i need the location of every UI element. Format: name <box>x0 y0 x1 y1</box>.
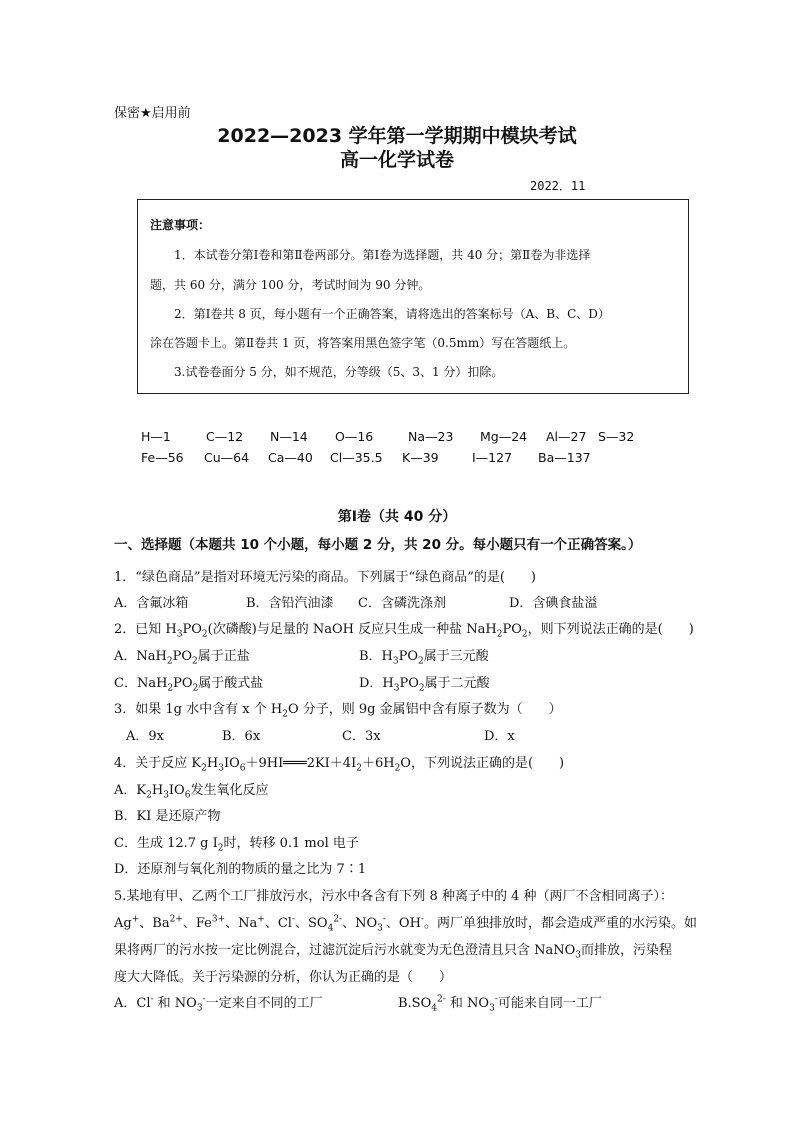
exam-title: 2022—2023 学年第一学期期中模块考试 <box>217 125 577 147</box>
option-b: B．6x <box>222 729 261 744</box>
option-d: D．含碘食盐溢 <box>509 596 598 611</box>
question-stem: 1．“绿色商品”是指对环境无污染的商品。下列属于“绿色商品”的是( ) <box>114 570 536 585</box>
notice-line: 题，共 60 分，满分 100 分，考试时间为 90 分钟。 <box>150 278 431 292</box>
question-stem: 果将两厂的污水按一定比例混合，过滤沉淀后污水就变为无色澄清且只含 NaNO$_3$而排放，污染程 <box>114 943 673 961</box>
option-b: $B.SO_4^{2-}$ 和 $NO_3^-$可能来自同一工厂 <box>398 994 602 1014</box>
atomic-mass: Mg—24 <box>480 429 528 444</box>
option-a: A．含氟冰箱 <box>114 596 189 611</box>
option-a: A．Cl- 和 $NO_3^-$一定来自不同的工厂 <box>114 994 323 1014</box>
notice-heading: 注意事项： <box>150 218 211 232</box>
notice-line: 3.试卷卷面分 5 分，如不规范，分等级（5、3、1 分）扣除。 <box>174 365 504 379</box>
option-d: D．还原剂与氧化剂的物质的量之比为 7∶1 <box>114 862 367 877</box>
option-a: A．9x <box>126 729 164 744</box>
option-b: B．KI 是还原产物 <box>114 809 221 824</box>
notice-line: 1．本试卷分第Ⅰ卷和第Ⅱ卷两部分。第Ⅰ卷为选择题，共 40 分；第Ⅱ卷为非选择 <box>174 248 591 262</box>
exam-subtitle: 高一化学试卷 <box>339 149 454 171</box>
option-b: B．含铅汽油漆 <box>246 596 334 611</box>
option-d: D．$H_3PO_2$属于二元酸 <box>359 676 490 694</box>
question-stem: 2．已知 $H_3PO_2$(次磷酸)与足量的 NaOH 反应只生成一种盐 $NaH_2PO_2$，则下列说法正确的是( ) <box>114 622 694 640</box>
atomic-mass: Ba—137 <box>538 450 591 465</box>
question-stem: 度大大降低。关于污染源的分析，你认为正确的是（ ） <box>114 970 453 985</box>
exam-date: 2022．11 <box>530 179 586 193</box>
atomic-mass: Na—23 <box>408 429 454 444</box>
option-b: B．$H_3PO_2$属于三元酸 <box>359 649 489 667</box>
atomic-mass: C—12 <box>206 429 244 444</box>
atomic-mass: I—127 <box>472 450 513 465</box>
confidential-label: 保密★启用前 <box>114 106 191 121</box>
part-heading: 一、选择题（本题共 10 个小题，每小题 2 分，共 20 分。每小题只有一个正确答案。） <box>114 537 642 553</box>
atomic-mass: Fe—56 <box>141 450 184 465</box>
atomic-mass: O—16 <box>335 429 374 444</box>
question-stem: Ag+、$Ba^{2+}$、$Fe^{3+}$、Na+、Cl-、$SO_4^{2-}$、$NO_3^-$、OH-。两厂单独排放时，都会造成严重的水污染。如 <box>114 914 697 934</box>
option-a: A．$K_2H_3IO_6$发生氧化反应 <box>114 783 269 801</box>
atomic-mass: H—1 <box>141 429 171 444</box>
atomic-mass: Ca—40 <box>268 450 313 465</box>
notice-line: 涂在答题卡上。第Ⅱ卷共 1 页，将答案用黑色签字笔（0.5mm）写在答题纸上。 <box>150 336 576 350</box>
option-c: C．3x <box>342 729 381 744</box>
question-stem: 5.某地有甲、乙两个工厂排放污水，污水中各含有下列 8 种离子中的 4 种（两厂不含相同离子）： <box>114 889 673 904</box>
option-c: C．生成 12.7 g $I_2$时，转移 0.1 mol 电子 <box>114 836 359 854</box>
notice-line: 2．第Ⅰ卷共 8 页，每小题有一个正确答案，请将选出的答案标号（A、B、C、D） <box>174 307 610 321</box>
option-a: A．$NaH_2PO_2$属于正盐 <box>114 649 250 667</box>
option-d: D．x <box>484 729 515 744</box>
atomic-mass: Cl—35.5 <box>330 450 383 465</box>
option-c: C．$NaH_2PO_2$属于酸式盐 <box>114 676 264 694</box>
section-title: 第Ⅰ卷（共 40 分） <box>337 509 457 525</box>
notice-box <box>137 199 689 394</box>
question-stem: 3．如果 1g 水中含有 x 个 $H_2O$ 分子，则 9g 金属铝中含有原子数为（ ） <box>114 702 562 720</box>
atomic-mass: Al—27 <box>546 429 587 444</box>
question-stem: 4．关于反应 $K_2H_3IO_6+9HI═══2KI+4I_2+6H_2O$，下列说法正确的是( ) <box>114 756 565 774</box>
option-c: C．含磷洗涤剂 <box>358 596 446 611</box>
atomic-mass: N—14 <box>270 429 308 444</box>
atomic-mass: Cu—64 <box>204 450 250 465</box>
atomic-mass: K—39 <box>402 450 439 465</box>
atomic-mass: S—32 <box>598 429 635 444</box>
